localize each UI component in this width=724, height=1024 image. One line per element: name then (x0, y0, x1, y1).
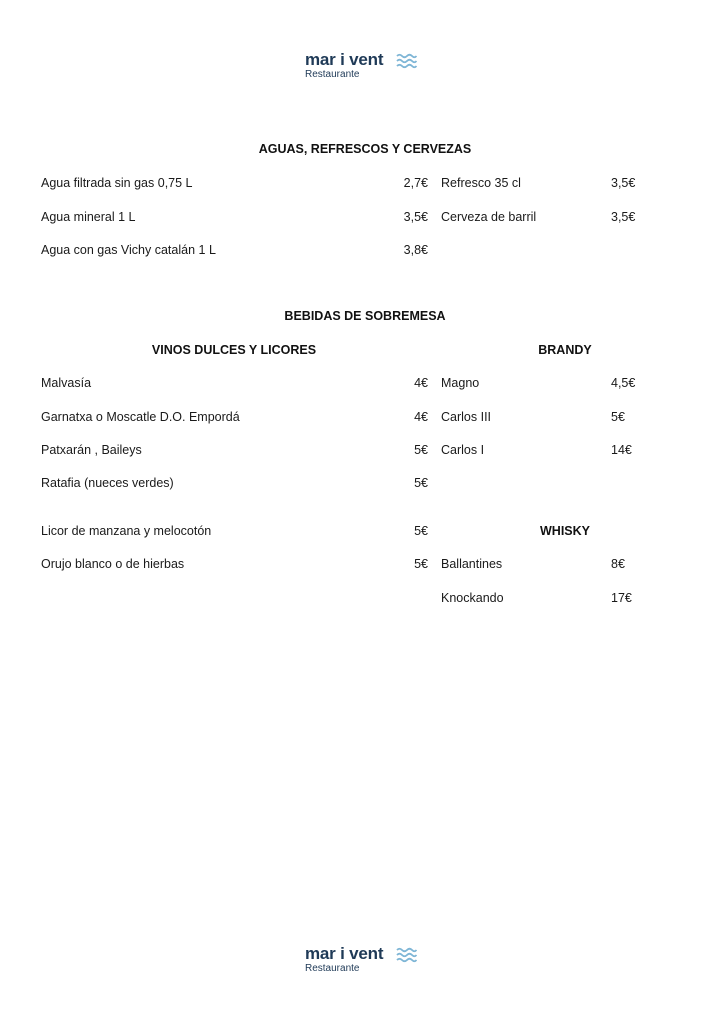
menu-item-price: 4,5€ (611, 376, 636, 390)
footer-logo (0, 944, 724, 978)
menu-item-price: 5€ (414, 524, 428, 538)
header-logo (0, 50, 724, 84)
menu-item-price: 3,5€ (611, 176, 636, 190)
menu-item-price: 3,5€ (611, 210, 636, 224)
menu-item-price: 5€ (414, 476, 428, 490)
menu-item-name: Magno (441, 376, 480, 390)
menu-item-name: Licor de manzana y melocotón (41, 524, 212, 538)
menu-item-price: 4€ (414, 410, 428, 424)
menu-item-price: 5€ (611, 410, 625, 424)
menu-item-price: 5€ (414, 557, 428, 571)
brand-subtitle: Restaurante (305, 69, 360, 80)
menu-item-price: 4€ (414, 376, 428, 390)
waves-icon (396, 53, 417, 69)
menu-item-price: 14€ (611, 443, 632, 457)
brand-name: mar i vent (305, 944, 384, 963)
menu-item-name: Malvasía (41, 376, 92, 390)
menu-item-price: 8€ (611, 557, 625, 571)
menu-item-price: 5€ (414, 443, 428, 457)
menu-item-name: Patxarán , Baileys (41, 443, 142, 457)
section-title-sobremesa: BEBIDAS DE SOBREMESA (284, 309, 446, 323)
section-title-aguas: AGUAS, REFRESCOS Y CERVEZAS (258, 142, 472, 156)
menu-item-name: Ballantines (441, 557, 503, 571)
menu-item-price: 17€ (611, 591, 632, 605)
brand-subtitle: Restaurante (305, 963, 360, 974)
menu-item-name: Garnatxa o Moscatle D.O. Empordá (41, 410, 240, 424)
brand-name: mar i vent (305, 50, 384, 69)
menu-item-name: Refresco 35 cl (441, 176, 521, 190)
menu-item-price: 3,5€ (403, 210, 428, 224)
menu-item-name: Agua con gas Vichy catalán 1 L (41, 243, 216, 257)
menu-item-name: Ratafia (nueces verdes) (41, 476, 174, 490)
subheading-brandy: BRANDY (538, 343, 592, 357)
menu-item-name: Agua mineral 1 L (41, 210, 136, 224)
subheading-whisky: WHISKY (540, 524, 590, 538)
subheading-vinos: VINOS DULCES Y LICORES (151, 343, 317, 357)
menu-item-name: Carlos III (441, 410, 492, 424)
menu-item-name: Cerveza de barril (441, 210, 537, 224)
menu-item-name: Knockando (441, 591, 504, 605)
menu-item-name: Agua filtrada sin gas 0,75 L (41, 176, 193, 190)
menu-item-price: 2,7€ (403, 176, 428, 190)
menu-item-price: 3,8€ (403, 243, 428, 257)
waves-icon (396, 947, 417, 963)
menu-item-name: Carlos I (441, 443, 485, 457)
menu-item-name: Orujo blanco o de hierbas (41, 557, 185, 571)
